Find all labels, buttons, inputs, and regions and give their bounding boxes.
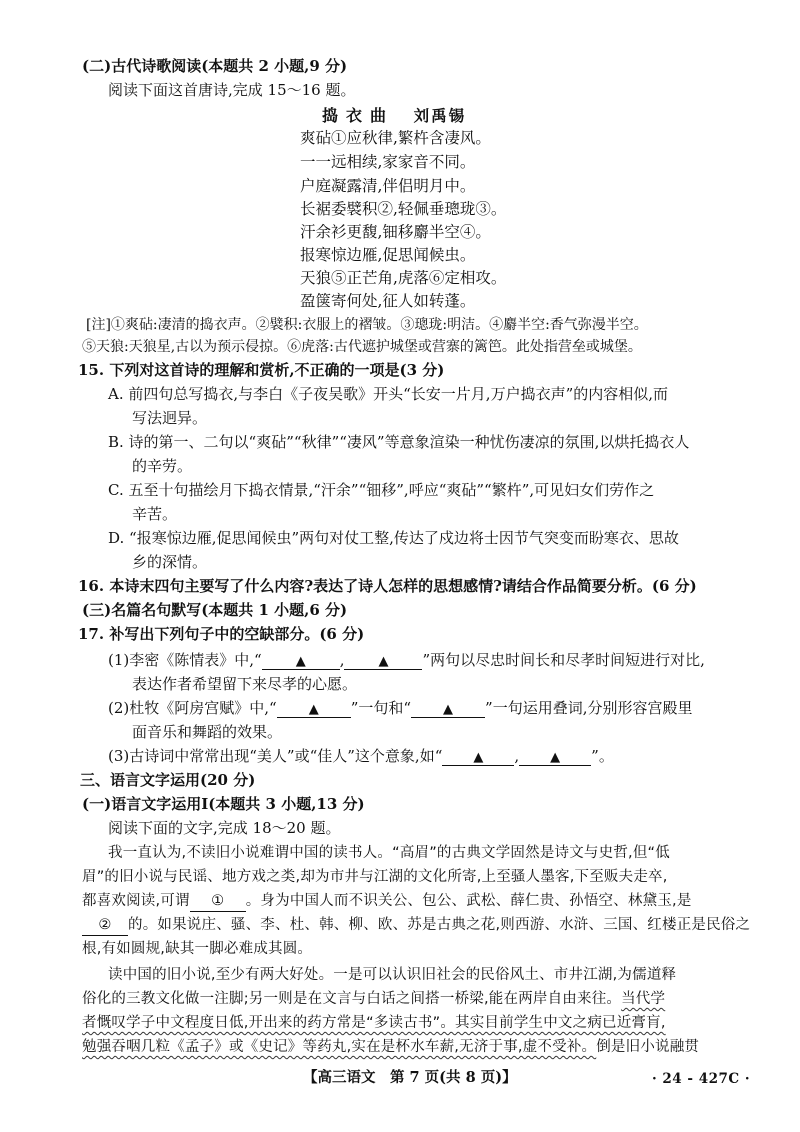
q17-blank-1[interactable] [262,651,340,670]
section-heading-dictation: (三)名篇名句默写(本题共 1 小题,6 分) [82,601,348,619]
poem-line: 天狼⑤正芒角,虎落⑥定相攻。 [300,269,507,287]
q17-item-1-text: (1)李密《陈情表》中,“ [108,651,262,669]
blank-triangle-icon: ▲ [378,654,389,669]
q15-option-b: B. 诗的第一、二句以“爽砧”“秋律”“凄风”等意象渲染一种忧伤凄凉的氛围,以烘托捣衣人 [108,433,690,451]
poem-title-line [322,106,466,126]
q17-item-1-comma: , [339,651,345,669]
passage-underlined-text: 当代学 [621,991,666,1007]
blank-triangle-icon: ▲ [308,702,319,717]
poetry-instruction: 阅读下面这首唐诗,完成 15～16 题。 [108,81,356,99]
passage-line: 读中国的旧小说,至少有两大好处。一是可以认识旧社会的民俗风土、市井江湖,为儒道释 [108,967,677,983]
q17-item-2 [108,698,692,718]
passage-line: 眉”的旧小说与民谣、地方戏之类,却为市井与江湖的文化所寄,上至骚人墨客,下至贩夫走卒, [82,869,668,885]
passage-text: 的。如果说庄、骚、李、杜、韩、柳、欧、苏是古典之花,则西游、水浒、三国、红楼正是民俗之 [128,917,751,933]
q15-option-b-cont: 的辛劳。 [132,457,193,475]
part-3-heading: 三、语言文字运用(20 分) [80,771,256,789]
blank-triangle-icon: ▲ [550,750,561,765]
q17-blank-2[interactable] [344,651,422,670]
q15-option-d-cont: 乡的深情。 [132,553,208,571]
section-heading-ancient-poetry: (二)古代诗歌阅读(本题共 2 小题,9 分) [82,57,348,75]
blank-triangle-icon: ▲ [443,702,454,717]
blank-triangle-icon: ▲ [473,750,484,765]
poem-notes-line-1: [注]①爽砧:凄清的捣衣声。②襞积:衣服上的褶皱。③璁珑:明洁。④麝半空:香气弥漫半空。 [86,317,648,333]
poem-author: 刘禹锡 [413,106,467,125]
passage-text: 俗化的三教文化做一注脚;另一则是在文言与白话之间搭一桥梁,能在两岸自由来往。 [82,991,622,1007]
q17-item-2-cont: 面音乐和舞蹈的效果。 [132,723,283,741]
passage-line [82,989,665,1009]
passage-line [82,915,750,936]
q17-blank-4[interactable] [411,699,485,718]
question-17-stem: 17. 补写出下列句子中的空缺部分。(6 分) [78,625,365,643]
q17-item-1 [108,650,705,670]
passage-blank-1: ① [190,891,246,912]
q17-item-3 [108,746,614,766]
part-3-sub-heading: (一)语言文字运用Ⅰ(本题共 3 小题,13 分) [82,795,365,813]
page-footer-label: 【高三语文 第 7 页(共 8 页)】 [303,1069,517,1086]
q17-item-2-text-cont: ”一句运用叠词,分别形容宫殿里 [485,699,693,717]
poem-line: 户庭凝露清,伴侣明月中。 [300,177,476,195]
q17-blank-3[interactable] [277,699,351,718]
passage-line: 我一直认为,不读旧小说难谓中国的读书人。“高眉”的古典文学固然是诗文与史哲,但“低 [108,845,670,861]
poem-line: 爽砧①应秋律,繁杵含凄风。 [300,129,491,147]
poem-line: 一一远相续,家家音不同。 [300,153,476,171]
part-3-instruction: 阅读下面的文字,完成 18～20 题。 [108,819,341,837]
question-16-stem: 16. 本诗末四句主要写了什么内容?表达了诗人怎样的思想感情?请结合作品简要分析。(6 分) [78,577,697,595]
passage-text: 都喜欢阅读,可谓 [82,893,190,909]
poem-line: 汗余衫更馥,钿移麝半空④。 [300,223,491,241]
q15-option-c-cont: 辛苦。 [132,505,178,523]
q17-blank-5[interactable] [442,747,514,766]
q17-item-2-text-mid: ”一句和“ [350,699,412,717]
passage-line [82,891,692,912]
passage-blank-2: ② [82,915,128,936]
passage-underlined-text: 勉强吞咽几粒《孟子》或《史记》等药丸,实在是杯水车薪,无济于事,虚不受补。 [82,1039,597,1055]
q15-option-c: C. 五至十句描绘月下捣衣情景,“汗余”“钿移”,呼应“爽砧”“繁杵”,可见妇女们劳作之 [108,481,655,499]
passage-line [82,1013,666,1033]
q17-blank-6[interactable] [519,747,591,766]
question-15-stem: 15. 下列对这首诗的理解和赏析,不正确的一项是(3 分) [78,361,445,379]
passage-line: 根,有如圆规,缺其一脚必难成其圆。 [82,941,313,957]
q15-option-a-cont: 写法迥异。 [132,409,208,427]
passage-line [82,1037,699,1057]
poem-notes-line-2: ⑤天狼:天狼星,古以为预示侵掠。⑥虎落:古代遮护城堡或营寨的篱笆。此处指营垒或城堡。 [82,339,642,355]
passage-text: 倒是旧小说融贯 [596,1039,700,1055]
passage-text: 。身为中国人而不识关公、包公、武松、薛仁贵、孙悟空、林黛玉,是 [245,893,692,909]
q15-option-d: D. “报寒惊边雁,促思闻候虫”两句对仗工整,传达了戍边将士因节气突变而盼寒衣、思故 [108,529,679,547]
q17-item-1-text-cont: ”两句以尽忠时间长和尽孝时间短进行对比, [422,651,705,669]
passage-underlined-text: 者慨叹学子中文程度日低,开出来的药方常是“多读古书”。其实目前学生中文之病已近膏肓, [82,1015,666,1031]
q17-item-3-comma: , [514,747,520,765]
q17-item-3-text-cont: ”。 [591,747,614,765]
q17-item-3-text: (3)古诗词中常常出现“美人”或“佳人”这个意象,如“ [108,747,443,765]
poem-line: 长裾委襞积②,轻佩垂璁珑③。 [300,200,507,218]
q17-item-1-cont: 表达作者希望留下来尽孝的心愿。 [132,675,358,693]
blank-triangle-icon: ▲ [295,654,306,669]
q15-option-a: A. 前四句总写捣衣,与李白《子夜吴歌》开头“长安一片月,万户捣衣声”的内容相似,而 [108,385,669,403]
poem-line: 报寒惊边雁,促思闻候虫。 [300,246,476,264]
q17-item-2-text: (2)杜牧《阿房宫赋》中,“ [108,699,277,717]
page-footer-code: · 24 - 427C · [652,1071,751,1087]
poem-line: 盈箧寄何处,征人如转蓬。 [300,292,476,310]
poem-title: 捣衣曲 [322,106,395,125]
